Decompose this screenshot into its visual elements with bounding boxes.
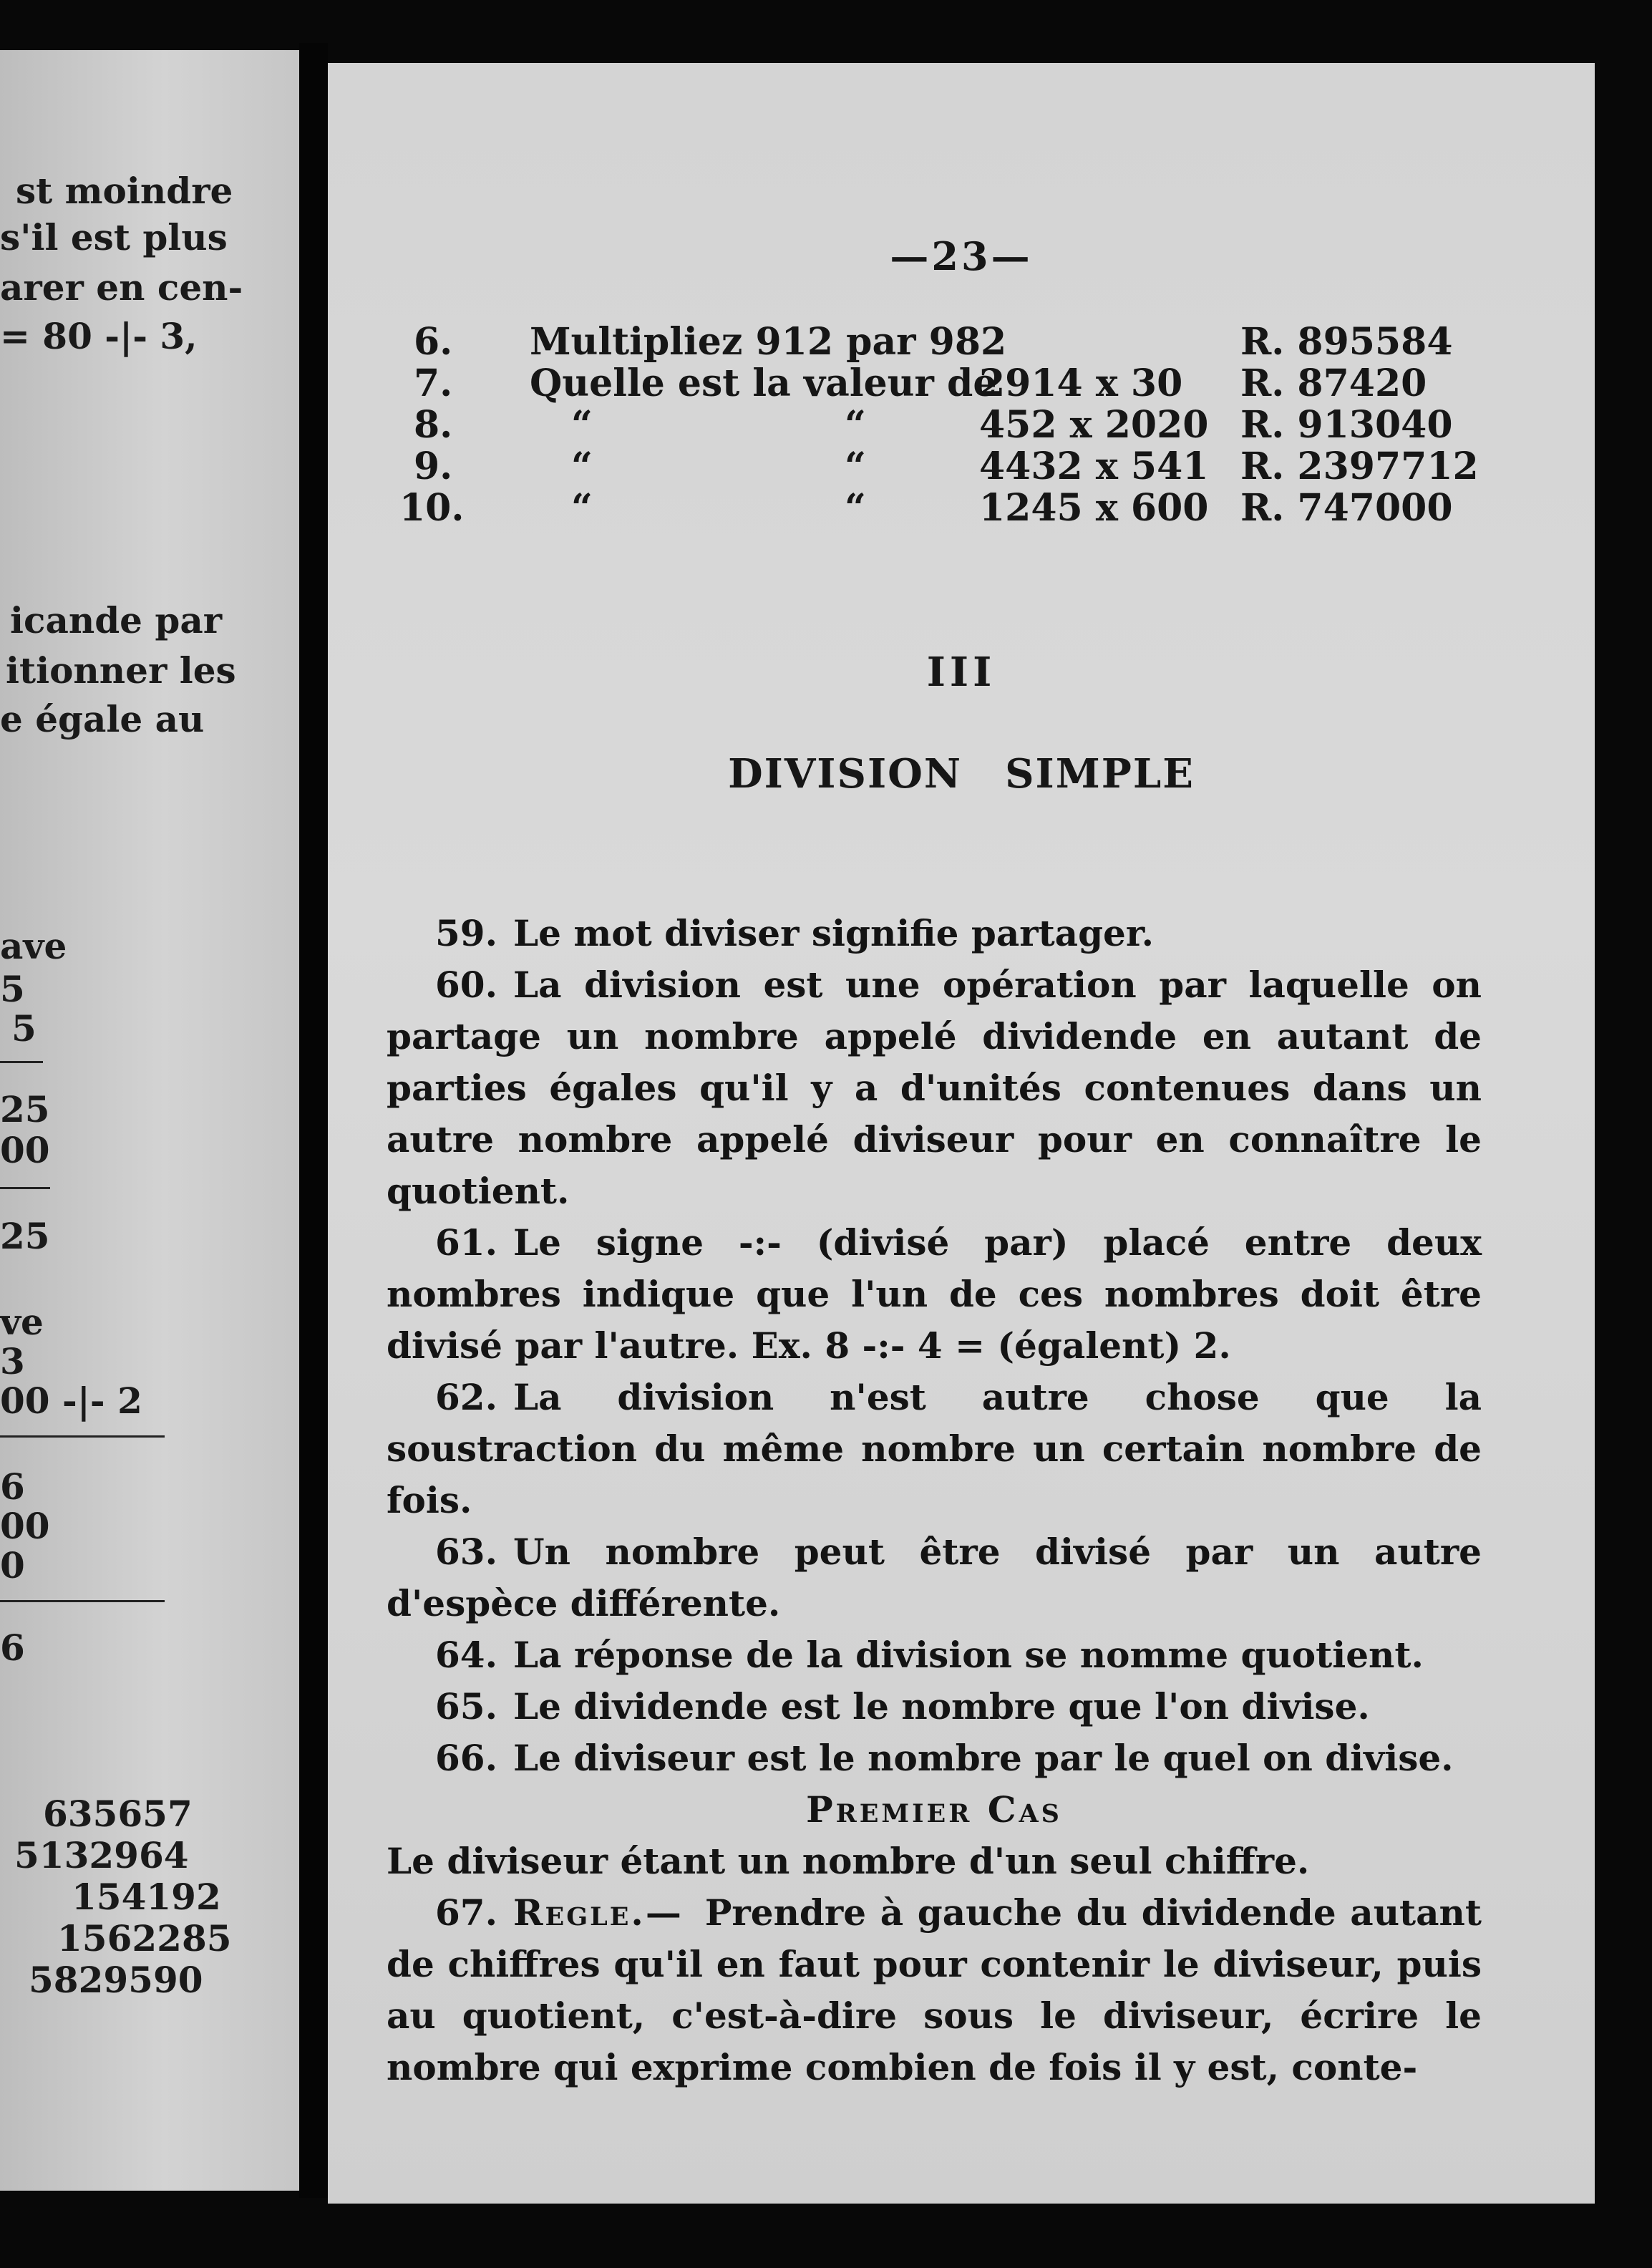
paragraph-text: Le signe -:- (divisé par) placé entre deux nombres indique que l'un de ces nombres doit être divisé par l'autre. Ex. 8 -:- 4 = (égalent) 2. bbox=[387, 1221, 1482, 1367]
exercise-row bbox=[328, 362, 1595, 405]
section-title bbox=[328, 750, 1595, 798]
paragraph-62 bbox=[387, 1372, 1482, 1526]
paragraph-number: 67. bbox=[435, 1891, 497, 1934]
left-fragment: e égale au bbox=[0, 698, 205, 740]
exercise-answer: R. 2397712 bbox=[1240, 445, 1479, 488]
exercise-number: 8. bbox=[414, 403, 453, 447]
paragraph-number: 65. bbox=[435, 1685, 497, 1727]
left-rule bbox=[0, 1600, 165, 1602]
paragraph-64 bbox=[387, 1629, 1482, 1681]
exercise-calculation: 452 x 2020 bbox=[979, 403, 1209, 447]
exercise-text: Multipliez 912 par 982 bbox=[530, 320, 1007, 364]
left-fragment: 00 -|- 2 bbox=[0, 1380, 142, 1422]
exercise-calculation: 1245 x 600 bbox=[979, 486, 1209, 530]
book-gutter bbox=[299, 43, 328, 2198]
paragraph-text: La réponse de la division se nomme quotient. bbox=[513, 1634, 1424, 1676]
exercise-ditto: “ bbox=[571, 486, 593, 530]
left-fragment: 1562285 bbox=[57, 1917, 232, 1959]
exercise-ditto: “ bbox=[845, 403, 866, 447]
left-fragment: 25 bbox=[0, 1215, 50, 1257]
paragraph-text: Prendre à gauche du dividende autant de chiffres qu'il en faut pour contenir le diviseur, puis au quotient, c'est-à-dire sous le diviseur, écrire le nombre qui exprime combien de fois il y est, conte- bbox=[387, 1891, 1482, 2088]
left-fragment: 5 bbox=[0, 968, 25, 1010]
paragraph-text: La division n'est autre chose que la soustraction du même nombre un certain nombre de fois. bbox=[387, 1376, 1482, 1521]
left-fragment: 6 bbox=[0, 1627, 25, 1669]
exercise-ditto: “ bbox=[845, 486, 866, 530]
left-fragment: 00 bbox=[0, 1505, 50, 1547]
paragraph-number: 62. bbox=[435, 1376, 497, 1418]
paragraph-59 bbox=[387, 908, 1482, 959]
paragraph-67 bbox=[387, 1887, 1482, 2093]
left-fragment: 5132964 bbox=[14, 1834, 189, 1876]
left-fragment: st moindre bbox=[16, 170, 233, 212]
paragraph-number: 60. bbox=[435, 964, 497, 1006]
exercise-answer: R. 747000 bbox=[1240, 486, 1453, 530]
left-rule bbox=[0, 1187, 50, 1189]
paragraph-65 bbox=[387, 1681, 1482, 1732]
left-fragment: itionner les bbox=[6, 649, 236, 692]
exercise-number: 10. bbox=[399, 486, 465, 530]
left-fragment: 6 bbox=[0, 1465, 25, 1508]
case-title: Premier Cas bbox=[806, 1788, 1062, 1831]
exercise-number: 9. bbox=[414, 445, 453, 488]
left-fragment: 5 bbox=[11, 1007, 37, 1050]
exercise-row bbox=[328, 321, 1595, 364]
exercise-number: 6. bbox=[414, 320, 453, 364]
paragraph-number: 66. bbox=[435, 1737, 497, 1779]
rule-label: Regle.— bbox=[513, 1891, 684, 1934]
paragraph-66 bbox=[387, 1732, 1482, 1784]
left-fragment: = 80 -|- 3, bbox=[0, 315, 198, 357]
paragraph-63 bbox=[387, 1526, 1482, 1629]
case-subtitle: Le diviseur étant un nombre d'un seul chiffre. bbox=[387, 1840, 1310, 1882]
left-fragment: arer en cen- bbox=[0, 266, 243, 309]
exercise-number: 7. bbox=[414, 362, 453, 405]
paragraph-60 bbox=[387, 959, 1482, 1217]
left-fragment: 0 bbox=[0, 1544, 25, 1586]
left-fragment: 25 bbox=[0, 1088, 50, 1130]
left-fragment: s'il est plus bbox=[0, 216, 228, 258]
exercise-text: Quelle est la valeur de bbox=[530, 362, 997, 405]
paragraph-number: 63. bbox=[435, 1531, 497, 1573]
left-fragment: 5829590 bbox=[29, 1959, 203, 2001]
paragraph-number: 61. bbox=[435, 1221, 497, 1264]
paragraph-text: Le diviseur est le nombre par le quel on divise. bbox=[513, 1737, 1454, 1779]
paragraph-text: La division est une opération par laquelle on partage un nombre appelé dividende en autant de parties égales qu'il y a d'unités contenues dans un autre nombre appelé diviseur pour en connaître le quotient. bbox=[387, 964, 1482, 1212]
left-fragment: ave bbox=[0, 925, 67, 967]
paragraph-text: Le dividende est le nombre que l'on divise. bbox=[513, 1685, 1370, 1727]
exercise-ditto: “ bbox=[571, 403, 593, 447]
exercise-calculation: 4432 x 541 bbox=[979, 445, 1209, 488]
body-text bbox=[387, 908, 1482, 2093]
paragraph-number: 64. bbox=[435, 1634, 497, 1676]
paragraph-number: 59. bbox=[435, 912, 497, 954]
paragraph-text: Le mot diviser signifie partager. bbox=[513, 912, 1154, 954]
paragraph-text: Un nombre peut être divisé par un autre d'espèce différente. bbox=[387, 1531, 1482, 1624]
right-page bbox=[328, 63, 1595, 2204]
exercise-answer: R. 913040 bbox=[1240, 403, 1453, 447]
left-rule bbox=[0, 1061, 43, 1063]
exercise-row bbox=[328, 404, 1595, 447]
left-fragment: icande par bbox=[10, 599, 223, 641]
section-title-word: SIMPLE bbox=[1005, 750, 1195, 798]
section-number: III bbox=[926, 649, 996, 696]
left-page-fragment bbox=[0, 50, 299, 2191]
page-number: —23— bbox=[890, 233, 1033, 279]
left-rule bbox=[0, 1435, 165, 1438]
paragraph-61 bbox=[387, 1217, 1482, 1372]
left-fragment: 635657 bbox=[43, 1793, 193, 1835]
exercise-ditto: “ bbox=[571, 445, 593, 488]
left-fragment: 154192 bbox=[72, 1876, 221, 1918]
exercise-answer: R. 895584 bbox=[1240, 320, 1453, 364]
exercise-ditto: “ bbox=[845, 445, 866, 488]
left-fragment: ve bbox=[0, 1301, 44, 1343]
section-title-word: DIVISION bbox=[728, 750, 963, 798]
exercise-calculation: 2914 x 30 bbox=[979, 362, 1183, 405]
exercise-answer: R. 87420 bbox=[1240, 362, 1427, 405]
exercise-row bbox=[328, 445, 1595, 488]
left-fragment: 00 bbox=[0, 1129, 50, 1171]
exercise-row bbox=[328, 487, 1595, 530]
left-fragment: 3 bbox=[0, 1340, 25, 1382]
